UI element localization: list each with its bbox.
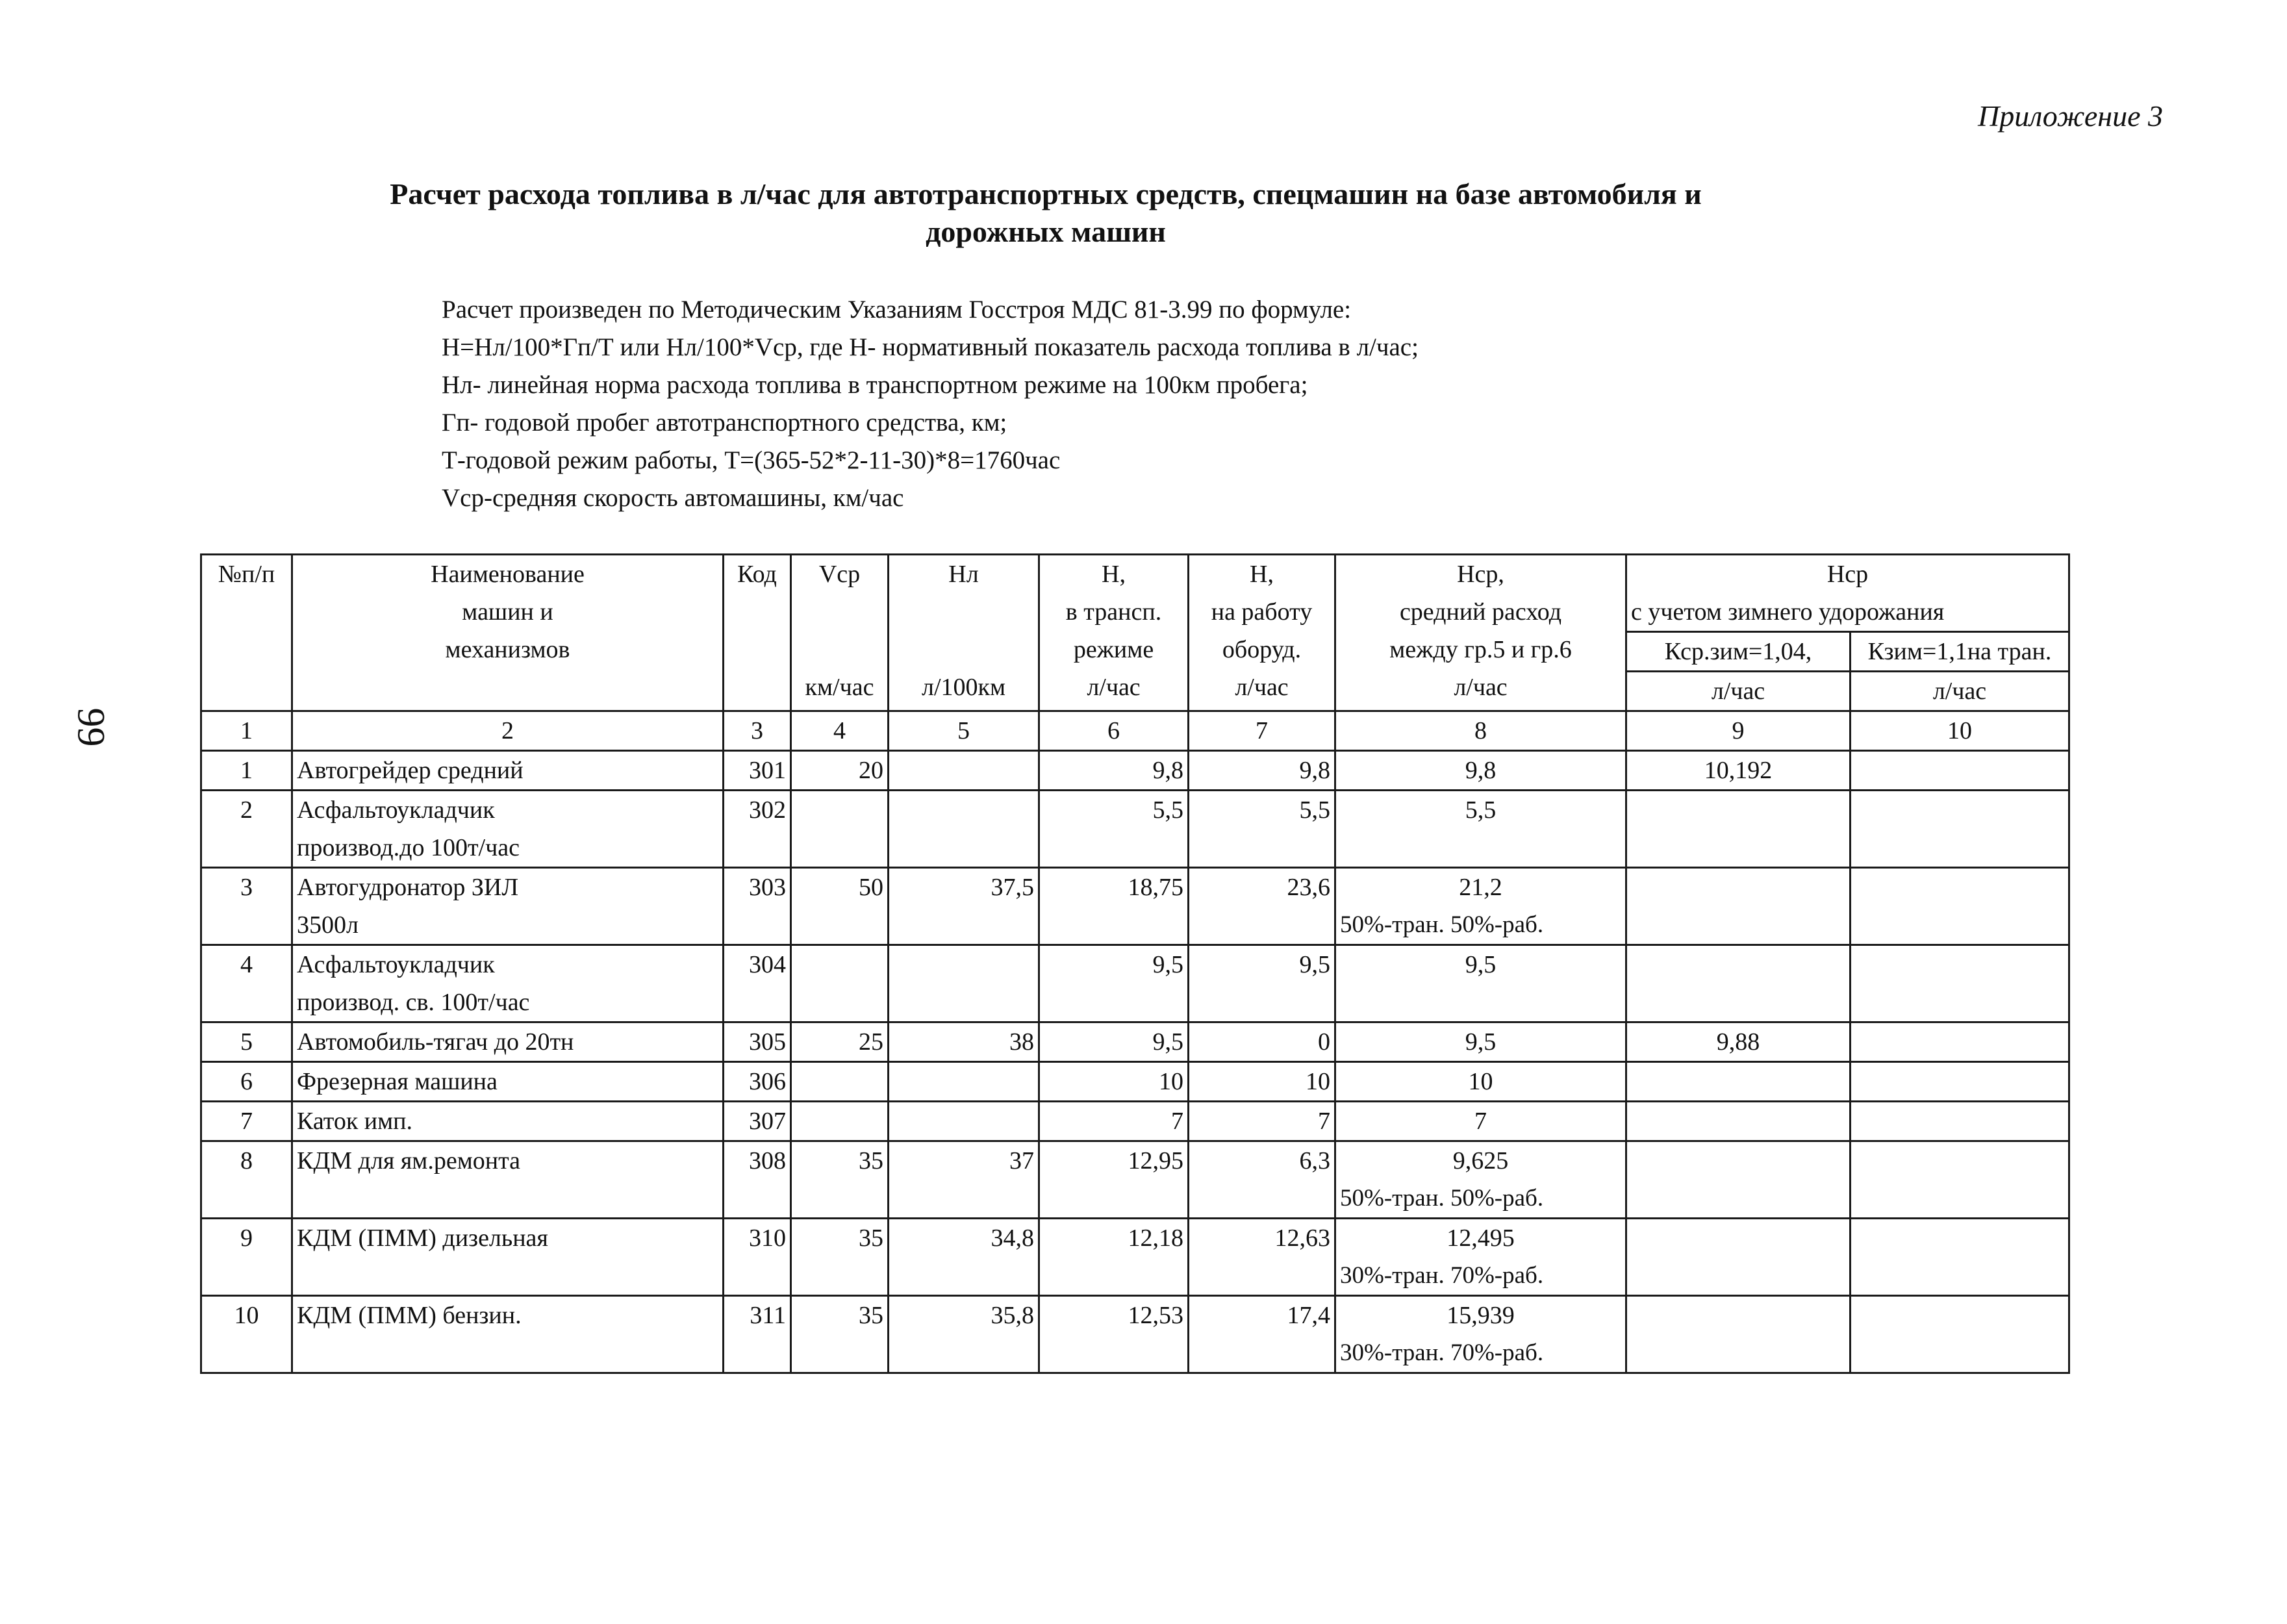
fuel-consumption-table bbox=[200, 553, 2070, 1374]
document-title bbox=[195, 175, 1897, 251]
machine-name: КДМ (ПММ) дизельная bbox=[292, 1219, 724, 1296]
header-code: Код bbox=[724, 555, 791, 711]
winter-transport bbox=[1851, 1219, 2069, 1296]
table-row bbox=[201, 1219, 2069, 1296]
title-line-1: Расчет расхода топлива в л/час для автотранспортных средств, спецмашин на базе автомобиля и bbox=[390, 177, 1702, 210]
norm-transport: 7 bbox=[1039, 1102, 1189, 1141]
norm-equipment: 5,5 bbox=[1189, 791, 1335, 868]
machine-code: 306 bbox=[724, 1062, 791, 1102]
linear-norm: 35,8 bbox=[889, 1296, 1039, 1373]
machine-code: 302 bbox=[724, 791, 791, 868]
header-winter-u2: л/час bbox=[1851, 672, 2069, 711]
machine-name: Фрезерная машина bbox=[292, 1062, 724, 1102]
intro-line: Нл- линейная норма расхода топлива в транспортном режиме на 100км пробега; bbox=[442, 371, 1308, 399]
header-h-work: Н, на работу оборуд. л/час bbox=[1189, 555, 1335, 711]
column-number-row bbox=[201, 711, 2069, 751]
avg-speed: 25 bbox=[791, 1022, 889, 1062]
avg-consumption: 5,5 bbox=[1335, 791, 1626, 868]
linear-norm bbox=[889, 1102, 1039, 1141]
norm-equipment: 9,8 bbox=[1189, 751, 1335, 791]
table-row bbox=[201, 791, 2069, 868]
linear-norm: 37,5 bbox=[889, 868, 1039, 945]
ratio-note: 30%-тран. 70%-раб. bbox=[1340, 1339, 1544, 1366]
avg-consumption: 7 bbox=[1335, 1102, 1626, 1141]
header-winter-k1: Кср.зим=1,04, bbox=[1626, 632, 1851, 672]
column-number: 2 bbox=[292, 711, 724, 751]
winter-avg bbox=[1626, 945, 1851, 1022]
row-number: 1 bbox=[201, 751, 292, 791]
ratio-note: 50%-тран. 50%-раб. bbox=[1340, 1185, 1544, 1212]
column-number: 4 bbox=[791, 711, 889, 751]
winter-avg bbox=[1626, 1102, 1851, 1141]
avg-speed: 35 bbox=[791, 1141, 889, 1219]
machine-name: Автогрейдер средний bbox=[292, 751, 724, 791]
machine-name: Автогудронатор ЗИЛ 3500л bbox=[292, 868, 724, 945]
machine-code: 311 bbox=[724, 1296, 791, 1373]
norm-transport: 12,18 bbox=[1039, 1219, 1189, 1296]
machine-name: КДМ (ПММ) бензин. bbox=[292, 1296, 724, 1373]
row-number: 5 bbox=[201, 1022, 292, 1062]
norm-equipment: 10 bbox=[1189, 1062, 1335, 1102]
avg-speed: 35 bbox=[791, 1296, 889, 1373]
linear-norm: 37 bbox=[889, 1141, 1039, 1219]
column-number: 8 bbox=[1335, 711, 1626, 751]
column-number: 3 bbox=[724, 711, 791, 751]
machine-name: КДМ для ям.ремонта bbox=[292, 1141, 724, 1219]
norm-transport: 9,5 bbox=[1039, 1022, 1189, 1062]
avg-consumption: 21,2 50%-тран. 50%-раб. bbox=[1335, 868, 1626, 945]
norm-equipment: 17,4 bbox=[1189, 1296, 1335, 1373]
avg-speed: 20 bbox=[791, 751, 889, 791]
machine-code: 308 bbox=[724, 1141, 791, 1219]
intro-line: Гп- годовой пробег автотранспортного средства, км; bbox=[442, 409, 1007, 437]
row-number: 10 bbox=[201, 1296, 292, 1373]
norm-equipment: 7 bbox=[1189, 1102, 1335, 1141]
norm-equipment: 0 bbox=[1189, 1022, 1335, 1062]
winter-transport bbox=[1851, 1062, 2069, 1102]
machine-code: 307 bbox=[724, 1102, 791, 1141]
row-number: 9 bbox=[201, 1219, 292, 1296]
column-number: 10 bbox=[1851, 711, 2069, 751]
row-number: 4 bbox=[201, 945, 292, 1022]
row-number: 8 bbox=[201, 1141, 292, 1219]
intro-line: Vср-средняя скорость автомашины, км/час bbox=[442, 484, 904, 512]
header-winter: Нср с учетом зимнего удорожания bbox=[1626, 555, 2069, 632]
winter-transport bbox=[1851, 1102, 2069, 1141]
norm-equipment: 23,6 bbox=[1189, 868, 1335, 945]
avg-consumption: 12,495 30%-тран. 70%-раб. bbox=[1335, 1219, 1626, 1296]
machine-code: 303 bbox=[724, 868, 791, 945]
appendix-label: Приложение 3 bbox=[1977, 99, 2163, 133]
avg-speed bbox=[791, 1062, 889, 1102]
winter-avg bbox=[1626, 791, 1851, 868]
avg-consumption: 10 bbox=[1335, 1062, 1626, 1102]
linear-norm: 34,8 bbox=[889, 1219, 1039, 1296]
linear-norm: 38 bbox=[889, 1022, 1039, 1062]
norm-transport: 5,5 bbox=[1039, 791, 1189, 868]
header-hcp: Нср, средний расход между гр.5 и гр.6 л/час bbox=[1335, 555, 1626, 711]
avg-speed bbox=[791, 791, 889, 868]
norm-transport: 12,95 bbox=[1039, 1141, 1189, 1219]
row-number: 6 bbox=[201, 1062, 292, 1102]
avg-speed: 35 bbox=[791, 1219, 889, 1296]
intro-line: Расчет произведен по Методическим Указаниям Госстроя МДС 81-3.99 по формуле: bbox=[442, 296, 1352, 324]
machine-name: Асфальтоукладчик производ.до 100т/час bbox=[292, 791, 724, 868]
norm-equipment: 12,63 bbox=[1189, 1219, 1335, 1296]
norm-equipment: 9,5 bbox=[1189, 945, 1335, 1022]
table-row bbox=[201, 868, 2069, 945]
machine-name: Асфальтоукладчик производ. св. 100т/час bbox=[292, 945, 724, 1022]
winter-avg bbox=[1626, 1219, 1851, 1296]
winter-transport bbox=[1851, 945, 2069, 1022]
header-winter-u1: л/час bbox=[1626, 672, 1851, 711]
avg-consumption: 9,8 bbox=[1335, 751, 1626, 791]
norm-transport: 18,75 bbox=[1039, 868, 1189, 945]
machine-code: 304 bbox=[724, 945, 791, 1022]
row-number: 3 bbox=[201, 868, 292, 945]
winter-avg bbox=[1626, 1062, 1851, 1102]
norm-equipment: 6,3 bbox=[1189, 1141, 1335, 1219]
column-number: 9 bbox=[1626, 711, 1851, 751]
linear-norm bbox=[889, 751, 1039, 791]
header-name: Наименование машин и механизмов bbox=[292, 555, 724, 711]
winter-avg bbox=[1626, 1141, 1851, 1219]
avg-consumption: 15,939 30%-тран. 70%-раб. bbox=[1335, 1296, 1626, 1373]
avg-speed bbox=[791, 1102, 889, 1141]
column-number: 1 bbox=[201, 711, 292, 751]
ratio-note: 50%-тран. 50%-раб. bbox=[1340, 911, 1544, 938]
table-row bbox=[201, 751, 2069, 791]
linear-norm bbox=[889, 1062, 1039, 1102]
avg-consumption: 9,625 50%-тран. 50%-раб. bbox=[1335, 1141, 1626, 1219]
table-row bbox=[201, 1062, 2069, 1102]
table-row bbox=[201, 1022, 2069, 1062]
machine-name: Каток имп. bbox=[292, 1102, 724, 1141]
winter-transport bbox=[1851, 791, 2069, 868]
winter-avg bbox=[1626, 868, 1851, 945]
header-row bbox=[201, 555, 2069, 632]
page-number: 99 bbox=[69, 707, 113, 747]
winter-avg bbox=[1626, 1296, 1851, 1373]
table-row bbox=[201, 945, 2069, 1022]
table-row bbox=[201, 1102, 2069, 1141]
avg-speed: 50 bbox=[791, 868, 889, 945]
header-h-trans: Н, в трансп. режиме л/час bbox=[1039, 555, 1189, 711]
column-number: 5 bbox=[889, 711, 1039, 751]
winter-avg: 9,88 bbox=[1626, 1022, 1851, 1062]
winter-transport bbox=[1851, 868, 2069, 945]
header-nl: Нл л/100км bbox=[889, 555, 1039, 711]
norm-transport: 9,5 bbox=[1039, 945, 1189, 1022]
winter-transport bbox=[1851, 751, 2069, 791]
table-body bbox=[201, 751, 2069, 1373]
intro-text bbox=[442, 291, 1419, 517]
avg-consumption: 9,5 bbox=[1335, 1022, 1626, 1062]
winter-transport bbox=[1851, 1141, 2069, 1219]
machine-code: 305 bbox=[724, 1022, 791, 1062]
header-vcp: Vср км/час bbox=[791, 555, 889, 711]
machine-code: 310 bbox=[724, 1219, 791, 1296]
title-line-2: дорожных машин bbox=[926, 215, 1166, 248]
ratio-note: 30%-тран. 70%-раб. bbox=[1340, 1262, 1544, 1289]
table-row bbox=[201, 1296, 2069, 1373]
winter-transport bbox=[1851, 1022, 2069, 1062]
machine-code: 301 bbox=[724, 751, 791, 791]
linear-norm bbox=[889, 945, 1039, 1022]
column-number: 7 bbox=[1189, 711, 1335, 751]
intro-line: Н=Нл/100*Гп/Т или Нл/100*Vср, где Н- нормативный показатель расхода топлива в л/час; bbox=[442, 333, 1419, 361]
winter-transport bbox=[1851, 1296, 2069, 1373]
header-num: №п/п bbox=[201, 555, 292, 711]
winter-avg: 10,192 bbox=[1626, 751, 1851, 791]
column-number: 6 bbox=[1039, 711, 1189, 751]
row-number: 7 bbox=[201, 1102, 292, 1141]
avg-speed bbox=[791, 945, 889, 1022]
header-winter-k2: Кзим=1,1на тран. bbox=[1851, 632, 2069, 672]
table-row bbox=[201, 1141, 2069, 1219]
row-number: 2 bbox=[201, 791, 292, 868]
norm-transport: 9,8 bbox=[1039, 751, 1189, 791]
intro-line: Т-годовой режим работы, Т=(365-52*2-11-30)*8=1760час bbox=[442, 446, 1061, 474]
norm-transport: 12,53 bbox=[1039, 1296, 1189, 1373]
norm-transport: 10 bbox=[1039, 1062, 1189, 1102]
avg-consumption: 9,5 bbox=[1335, 945, 1626, 1022]
linear-norm bbox=[889, 791, 1039, 868]
machine-name: Автомобиль-тягач до 20тн bbox=[292, 1022, 724, 1062]
